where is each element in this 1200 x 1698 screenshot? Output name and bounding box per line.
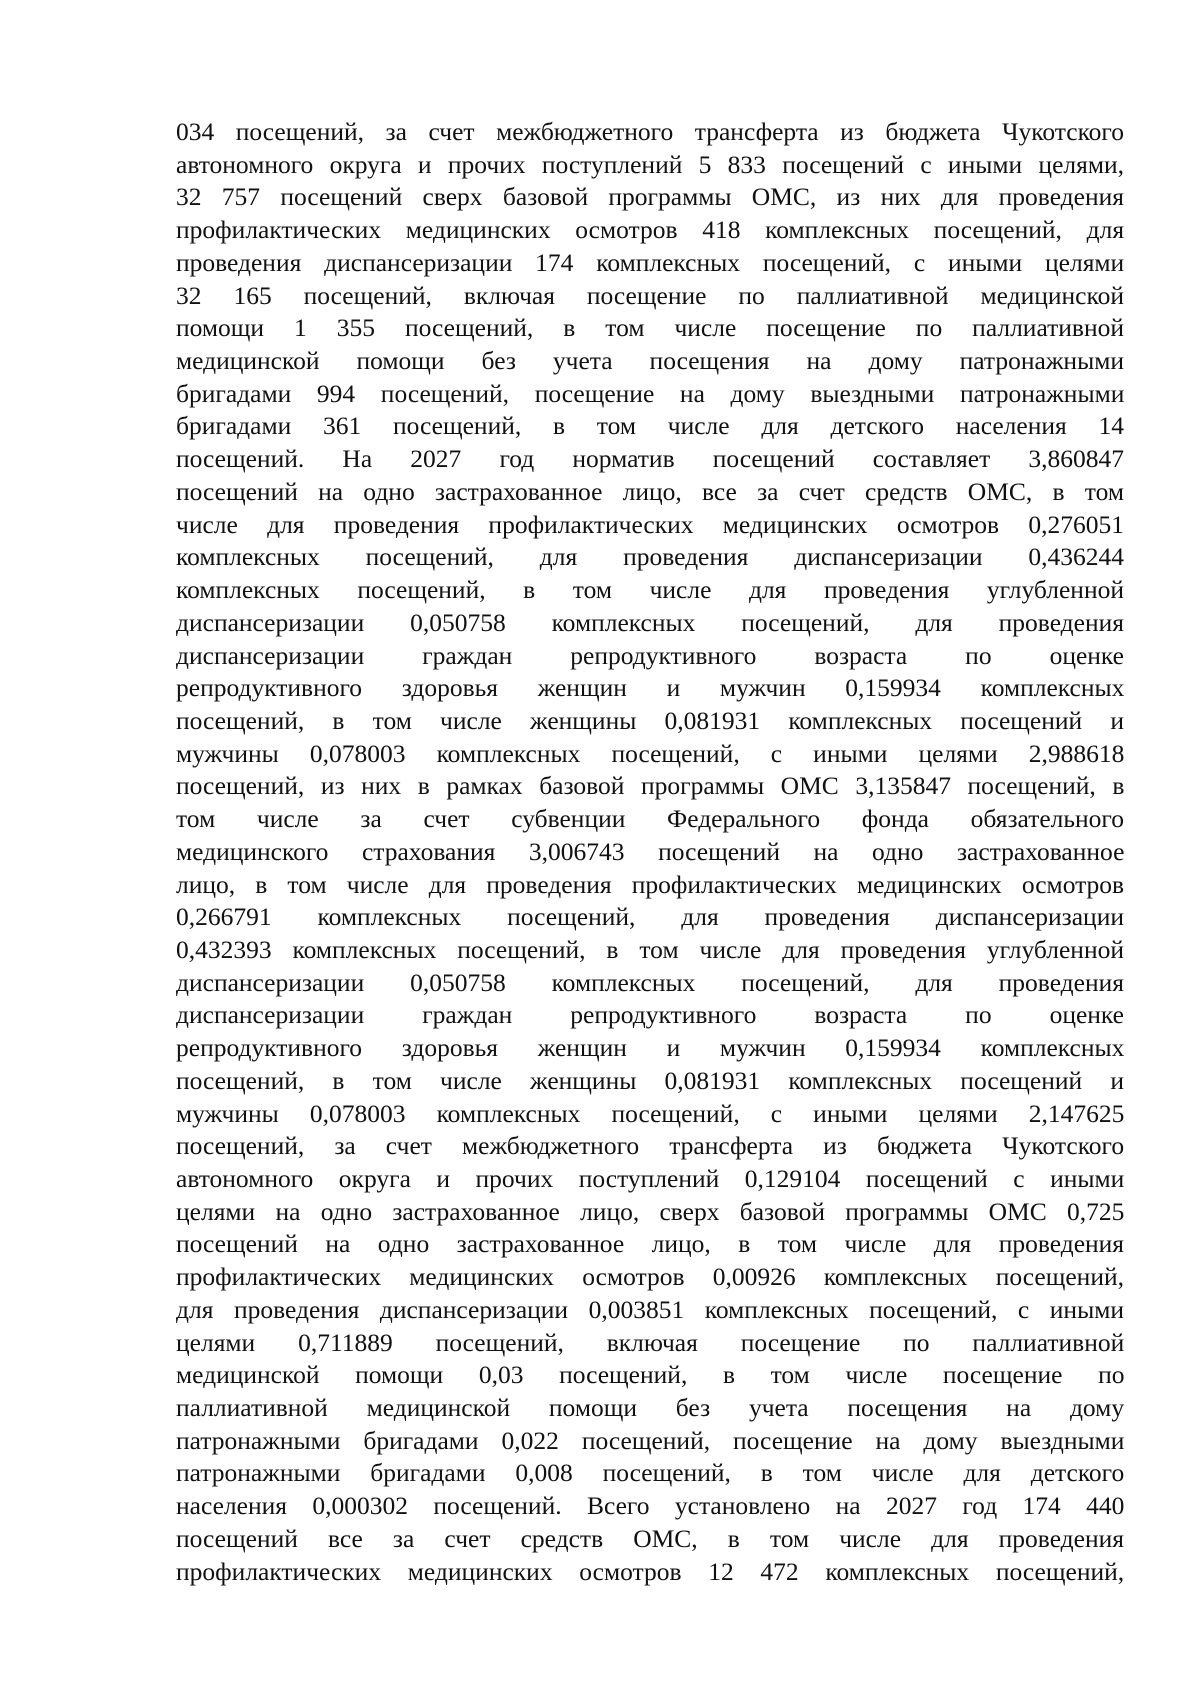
text-line: целями 0,711889 посещений, включая посещение по паллиативной (176, 1327, 1125, 1357)
text-line: посещений. На 2027 год норматив посещений составляет 3,860847 (176, 444, 1124, 474)
text-line: посещений, из них в рамках базовой программы ОМС 3,135847 посещений, в (176, 771, 1125, 801)
text-line: репродуктивного здоровья женщин и мужчин 0,159934 комплексных (176, 1033, 1125, 1063)
text-line: 034 посещений, за счет межбюджетного трансферта из бюджета Чукотского (176, 117, 1124, 146)
text-line: помощи 1 355 посещений, в том числе посещение по паллиативной (176, 313, 1124, 343)
text-line: посещений все за счет средств ОМС, в том числе для проведения (176, 1523, 1124, 1553)
text-line: посещений, в том числе женщины 0,081931 комплексных посещений и (176, 705, 1124, 735)
text-line: диспансеризации граждан репродуктивного возраста по оценке (176, 1000, 1124, 1030)
text-line: посещений, в том числе женщины 0,081931 комплексных посещений и (176, 1065, 1124, 1095)
text-line: паллиативной медицинской помощи без учета посещения на дому (176, 1393, 1125, 1423)
text-line: диспансеризации 0,050758 комплексных посещений, для проведения (176, 607, 1124, 637)
text-line: лицо, в том числе для проведения профилактических медицинских осмотров (176, 869, 1125, 899)
text-line: мужчины 0,078003 комплексных посещений, с иными целями 2,147625 (176, 1098, 1125, 1128)
text-line: населения 0,000302 посещений. Всего установлено на 2027 год 174 440 (176, 1491, 1125, 1521)
text-line: проведения диспансеризации 174 комплексных посещений, с иными целями (176, 247, 1125, 277)
text-line: профилактических медицинских осмотров 12 472 комплексных посещений, (176, 1556, 1125, 1586)
text-line: посещений, за счет межбюджетного трансферта из бюджета Чукотского (176, 1131, 1125, 1161)
text-line: целями на одно застрахованное лицо, сверх базовой программы ОМС 0,725 (176, 1196, 1125, 1226)
text-line: профилактических медицинских осмотров 418 комплексных посещений, для (176, 215, 1125, 245)
text-line: числе для проведения профилактических медицинских осмотров 0,276051 (176, 509, 1124, 539)
text-line: автономного округа и прочих поступлений 5 833 посещений с иными целями, (176, 149, 1124, 179)
text-line: посещений на одно застрахованное лицо, все за счет средств ОМС, в том (176, 476, 1124, 506)
text-line: репродуктивного здоровья женщин и мужчин 0,159934 комплексных (176, 673, 1125, 703)
text-line: комплексных посещений, для проведения диспансеризации 0,436244 (176, 542, 1124, 572)
text-line: 32 757 посещений сверх базовой программы ОМС, из них для проведения (176, 182, 1124, 212)
text-line: для проведения диспансеризации 0,003851 комплексных посещений, с иными (176, 1294, 1124, 1324)
text-line: 32 165 посещений, включая посещение по паллиативной медицинской (176, 280, 1124, 310)
text-line: 0,432393 комплексных посещений, в том числе для проведения углубленной (176, 934, 1124, 964)
text-line: медицинской помощи 0,03 посещений, в том числе посещение по (176, 1360, 1125, 1390)
text-line: 0,266791 комплексных посещений, для проведения диспансеризации (176, 902, 1124, 932)
text-line: посещений на одно застрахованное лицо, в том числе для проведения (176, 1229, 1125, 1259)
text-line: патронажными бригадами 0,022 посещений, посещение на дому выездными (176, 1425, 1125, 1455)
text-line: том числе за счет субвенции Федерального фонда обязательного (176, 804, 1124, 834)
text-line: бригадами 361 посещений, в том числе для детского населения 14 (176, 411, 1124, 441)
text-line: комплексных посещений, в том числе для проведения углубленной (176, 575, 1124, 605)
text-line: бригадами 994 посещений, посещение на дому выездными патронажными (176, 378, 1125, 408)
text-line: мужчины 0,078003 комплексных посещений, с иными целями 2,988618 (176, 738, 1125, 768)
text-line: диспансеризации граждан репродуктивного возраста по оценке (176, 640, 1124, 670)
text-line: профилактических медицинских осмотров 0,00926 комплексных посещений, (176, 1262, 1124, 1292)
text-line: медицинского страхования 3,006743 посещений на одно застрахованное (176, 836, 1125, 866)
text-line: автономного округа и прочих поступлений 0,129104 посещений с иными (176, 1164, 1125, 1193)
text-line: патронажными бригадами 0,008 посещений, в том числе для детского (176, 1458, 1125, 1488)
document-body-text (176, 116, 1124, 1588)
text-line: диспансеризации 0,050758 комплексных посещений, для проведения (176, 967, 1124, 997)
text-line: медицинской помощи без учета посещения на дому патронажными (176, 346, 1124, 376)
